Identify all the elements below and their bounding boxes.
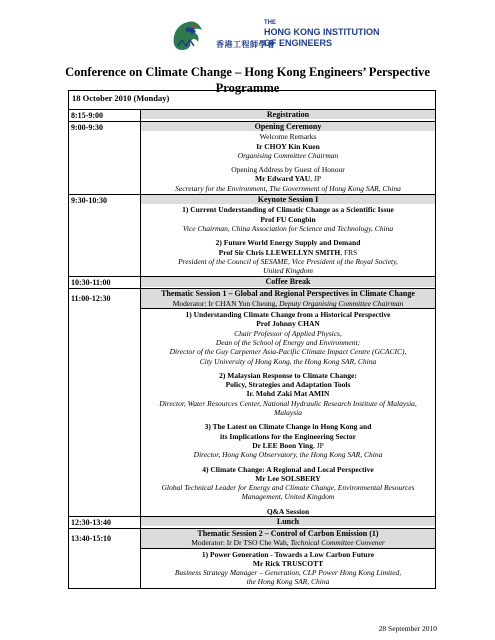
talk-title: 2) Future World Energy Supply and Demand (215, 238, 361, 248)
session-title: Thematic Session 2 – Control of Carbon Emission (1) (197, 528, 379, 538)
session-title: Keynote Session I (141, 195, 435, 204)
row-thematic-2 (69, 529, 435, 588)
talk-block: 3) The Latest on Climate Change in Hong Kong and its Implications for the Engineering Sector Dr LEE Boon Ying, JP Director, Hong Kong Observatory, the Hong Kong SAR, China (141, 421, 435, 460)
logo-chinese-name: 香港工程師學會 (216, 40, 276, 49)
session-title: Opening Ceremony (141, 122, 435, 131)
talk-block: 1) Understanding Climate Change from a Historical Perspective Prof Johnny CHAN Chair Professor of Applied Physics, Dean of the School of Energy and Environment; Director of the Guy Carpenter Asia-Pacific Climate Impact Centre (GCACIC), City University of Hong Kong, the Hong Kong SAR, China (141, 309, 435, 367)
talk-title: 1) Power Generation - Towards a Low Carbon Future (201, 549, 375, 559)
talk-title: 1) Current Understanding of Climatic Change as a Scientific Issue (182, 205, 394, 215)
session-header (141, 289, 435, 308)
address-block: Opening Address by Guest of Honour Mr Edward YAU, JP Secretary for the Environment, The Government of Hong Kong SAR, China (141, 164, 435, 194)
speaker-role: President of the Council of SESAME, Vice President of the Royal Society, (178, 256, 398, 266)
title-line1: Conference on Climate Change – Hong Kong Engineers’ Perspective (65, 65, 430, 79)
session-title: Coffee Break (141, 277, 435, 286)
speaker-name: Mr Rick TRUSCOTT (252, 558, 324, 568)
time-cell: 9:00-9:30 (69, 122, 141, 194)
talk-title: 4) Climate Change: A Regional and Local Perspective (202, 464, 374, 474)
row-registration (69, 110, 435, 122)
speaker-name: Prof Johnny CHAN (256, 319, 320, 329)
moderator: Moderator: Ir CHAN Yun Cheung, Deputy Organising Committee Chairman (172, 298, 404, 308)
speaker-role: Secretary for the Environment, The Government of Hong Kong SAR, China (175, 183, 401, 193)
time-cell: 9:30-10:30 (69, 195, 141, 276)
talk-title: 2) Malaysian Response to Climate Change: (219, 370, 357, 380)
row-keynote (69, 195, 435, 277)
time-cell: 8:15-9:00 (69, 110, 141, 121)
programme-table (68, 90, 436, 589)
speaker-name: Prof FU Congbin (260, 214, 316, 224)
time-cell: 10:30-11:00 (69, 277, 141, 288)
time-cell: 12:30-13:40 (69, 517, 141, 528)
session-title: Thematic Session 1 – Global and Regional Perspectives in Climate Change (161, 289, 415, 299)
qa-session: Q&A Session (266, 506, 310, 516)
hkie-logo (168, 14, 380, 56)
talk-title: 1) Understanding Climate Change from a Historical Perspective (185, 310, 391, 320)
talk-block (141, 204, 435, 234)
session-header (141, 529, 435, 548)
speaker-name: Prof Sir Chris LLEWELLYN SMITH (218, 247, 341, 257)
speaker-role: Vice Chairman, China Association for Science and Technology, China (182, 223, 394, 233)
speaker-name: Mr Edward YAU (255, 174, 311, 184)
talk-block: 1) Power Generation - Towards a Low Carbon Future Mr Rick TRUSCOTT Business Strategy Manager – Generation, CLP Power Hong Kong Limited, the Hong Kong SAR, China (141, 549, 435, 588)
row-coffee (69, 277, 435, 289)
speaker-name: Dr LEE Boon Ying (252, 440, 313, 450)
talk-block: 2) Malaysian Response to Climate Change: Policy, Strategies and Adaptation Tools Ir. Mohd Zaki Mat AMIN Director, Water Resources Center, National Hydraulic Research Institute of Malaysia, Malaysia (141, 370, 435, 418)
moderator: Moderator: Ir Dr TSO Che Wah, Technical Committee Convener (191, 538, 385, 548)
time-cell: 11:00-12:30 (69, 289, 141, 516)
talk-title: 3) The Latest on Climate Change in Hong Kong and (204, 422, 372, 432)
dragon-crest-icon (168, 14, 210, 56)
session-title: Lunch (141, 517, 435, 526)
speaker-name: Ir. Mohd Zaki Mat AMIN (246, 389, 330, 399)
logo-the: THE (264, 20, 276, 26)
row-opening (69, 122, 435, 195)
time-cell: 13:40-15:10 (69, 529, 141, 588)
talk-block: 2) Future World Energy Supply and Demand Prof Sir Chris LLEWELLYN SMITH, FRS President of the Council of SESAME, Vice President of the Royal Society, United Kingdom (141, 237, 435, 276)
row-lunch (69, 517, 435, 529)
title-line2: Programme (215, 81, 280, 95)
row-thematic-1 (69, 289, 435, 517)
speaker-role: Organising Committee Chairman (237, 150, 339, 160)
programme-date: 18 October 2010 (Monday) (72, 93, 170, 103)
talk-block: 4) Climate Change: A Regional and Local Perspective Mr Lee SOLSBERY Global Technical Leader for Energy and Climate Change, Environmental Resources Management, United Kingdom (141, 464, 435, 503)
speaker-name: Mr Lee SOLSBERY (255, 473, 321, 483)
welcome-block: Welcome Remarks Ir CHOY Kin Kuen Organising Committee Chairman (141, 131, 435, 161)
date-row (69, 91, 435, 103)
logo-line1: HONG KONG INSTITUTION (264, 27, 380, 37)
logo-line2: OF ENGINEERS (264, 38, 333, 48)
footer-date: 28 September 2010 (378, 624, 437, 633)
session-title: Registration (141, 110, 435, 119)
speaker-name: Ir CHOY Kin Kuen (256, 141, 320, 151)
